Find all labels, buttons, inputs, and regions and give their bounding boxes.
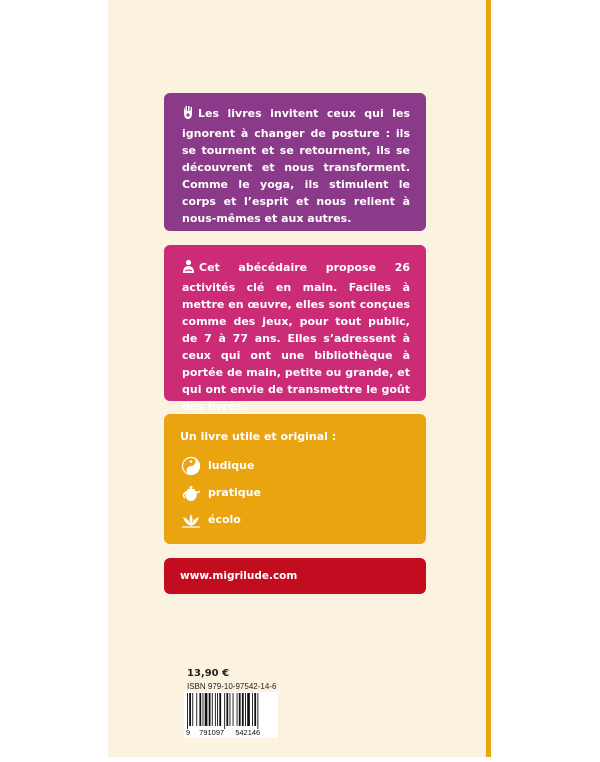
barcode-digits xyxy=(186,728,278,737)
price: 13,90 € xyxy=(187,668,230,679)
description-text: Cet abécédaire propose 26 activités clé en main. Faciles à mettre en œuvre, elles sont conçues comme des jeux, pour tout public, de 7 à 77 ans. Elles s’adressent à ceux qui ont une bibliothèque à portée de main, petite ou grande, et qui ont envie de transmettre le goût des livres. xyxy=(182,261,410,413)
barcode-bar xyxy=(247,693,250,726)
barcode-bar xyxy=(226,693,228,726)
hamsa-hand-icon xyxy=(182,106,194,125)
quote-paragraph xyxy=(182,105,410,227)
barcode-bar xyxy=(196,693,197,726)
barcode-bar xyxy=(212,693,213,726)
barcode-bar xyxy=(205,693,208,726)
isbn: ISBN 979-10-97542-14-6 xyxy=(187,682,277,691)
barcode-bar xyxy=(237,693,238,726)
barcode-bar xyxy=(233,693,234,726)
buddha-icon xyxy=(182,259,195,279)
barcode-bar xyxy=(209,693,211,726)
quote-text: Les livres invitent ceux qui les ignorent à changer de posture : ils se tournent et se retournent, ils se découvrent et nous transforment. Comme le yoga, ils stimulent le corps et l’esprit et nous relient à nous-mêmes et aux autres. xyxy=(182,107,410,225)
barcode-bar xyxy=(192,693,193,726)
yin-yang-icon xyxy=(180,455,202,477)
barcode xyxy=(184,692,278,738)
barcode-bar xyxy=(187,693,188,729)
feature-item-pratique xyxy=(180,479,410,506)
barcode-left-group: 791097 xyxy=(199,728,225,737)
website-bar xyxy=(164,558,426,594)
barcode-bar xyxy=(230,693,231,726)
barcode-bar xyxy=(252,693,253,726)
lotus-icon xyxy=(180,509,202,531)
description-paragraph xyxy=(182,259,410,415)
website-link[interactable]: www.migrilude.com xyxy=(180,570,298,582)
barcode-bar xyxy=(245,693,246,726)
quote-box xyxy=(164,93,426,231)
barcode-bar xyxy=(254,693,256,726)
barcode-bars xyxy=(184,692,278,732)
barcode-bar xyxy=(215,693,216,726)
feature-label: ludique xyxy=(208,459,255,472)
teapot-icon xyxy=(180,482,202,504)
feature-label: pratique xyxy=(208,486,261,499)
barcode-bar xyxy=(242,693,244,726)
barcode-bar xyxy=(257,693,258,729)
barcode-first-digit: 9 xyxy=(186,728,191,737)
barcode-bar xyxy=(219,693,221,726)
barcode-bar xyxy=(224,693,225,729)
barcode-bar xyxy=(217,693,218,726)
spine-edge xyxy=(486,0,491,757)
barcode-bar xyxy=(199,693,201,726)
barcode-bar xyxy=(239,693,241,726)
features-title: Un livre utile et original : xyxy=(180,430,337,443)
description-box xyxy=(164,245,426,413)
barcode-right-group: 542146 xyxy=(235,728,261,737)
barcode-bar xyxy=(203,693,204,726)
features-box xyxy=(164,414,426,544)
feature-item-ecolo xyxy=(180,506,410,533)
barcode-bar xyxy=(189,693,191,726)
feature-item-ludique xyxy=(180,452,410,479)
feature-label: écolo xyxy=(208,513,241,526)
